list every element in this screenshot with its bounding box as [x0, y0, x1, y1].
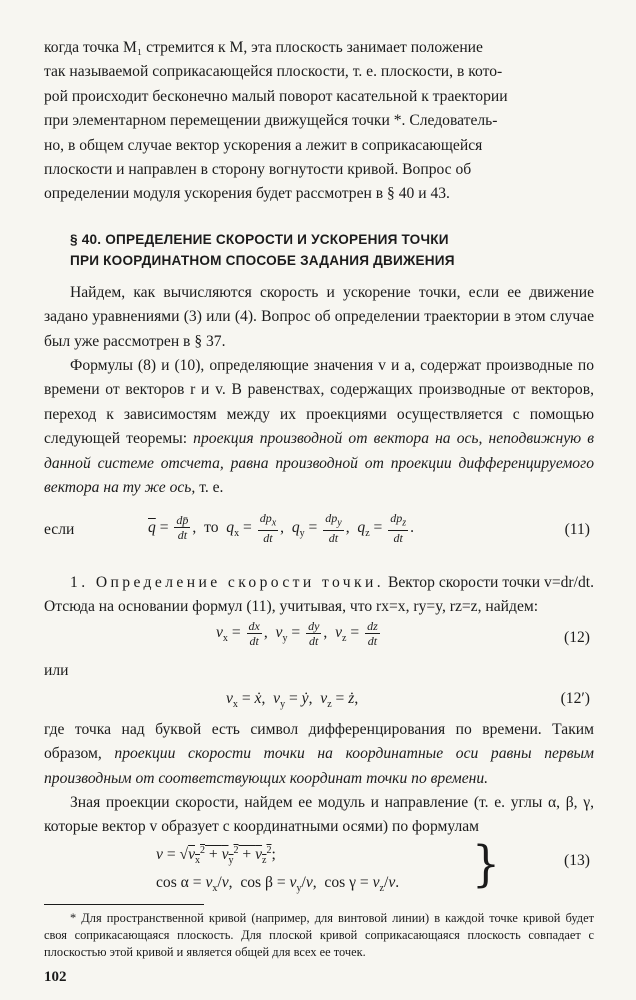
- footnote-rule: [44, 904, 204, 905]
- intro-line-3: рой происходит бесконечно малый поворот касательной к траектории: [44, 87, 508, 105]
- subsection-1-text-1: Вектор скорости точки v=dr/dt. Отсюда на основании формул (11), учитывая, что r: [44, 573, 594, 615]
- theorem-text: проекция производной от вектора на ось, неподвижную в данной системе отсчета, равна производной от проекции дифференцируемого вектора на ту же ось,: [44, 430, 594, 497]
- page-number: 102: [44, 969, 67, 986]
- paragraph-4: Зная проекции скорости, найдем ее модуль и направление (т. е. углы α, β, γ, которые вектор v образует с координатными осями) по формулам: [44, 793, 594, 836]
- equation-12-body: $v_x$ = $\frac{dx}{dt}$ , $v_y$ = $\frac{dy}{dt}$ , $v_z$ = $\frac{dz}{dt}$: [216, 619, 378, 649]
- ili-word: или: [44, 662, 69, 680]
- equation-12-prime-body: $v_x$ = ẋ, $v_y$ = ẏ, $v_z$ = ż,: [226, 689, 359, 710]
- intro-line-5: но, в общем случае вектор ускорения a лежит в соприкасающейся: [44, 136, 483, 154]
- subsection-1-text-2: x=x, ry=y, rz=z, найдем:: [381, 597, 539, 615]
- paragraph-1: Найдем, как вычисляются скорость и ускорение точки, если ее движение задано уравнениями (3) или (4). Вопрос об определении траектории в этом случае был уже рассмотрен в § 37.: [44, 283, 594, 350]
- section-heading-line-2: ПРИ КООРДИНАТНОМ СПОСОБЕ ЗАДАНИЯ ДВИЖЕНИЯ: [70, 252, 455, 268]
- paragraph-2-lead: Формулы (8) и (10), определяющие значения v и a, содержат производные по времени от векторов r и v. В равенствах, содержащих производные от векторов, переход к зависимостям между их проекциями осуществляется с помощью следующей теоремы:: [44, 357, 594, 448]
- paragraph-2-tail: т. е.: [195, 479, 224, 497]
- paragraph-2: [44, 354, 594, 500]
- equation-12: [44, 619, 594, 659]
- intro-line-1: когда точка M₁ стремится к M, эта плоскость занимает положение: [44, 39, 483, 56]
- intro-line-2: так называемой соприкасающейся плоскости, т. е. плоскости, в кото-: [44, 63, 503, 81]
- equation-13-brace: }: [472, 836, 500, 893]
- equation-13-body: $v = √v_x^2 + v_y^2 + v_z^2$; $\cos \alpha = v_x/v$, $\cos \beta = v_y/v$, $\cos \gamma = v_z/v$.: [156, 844, 400, 895]
- equation-12-prime: [44, 684, 594, 718]
- section-heading-line-1: § 40. ОПРЕДЕЛЕНИЕ СКОРОСТИ И УСКОРЕНИЯ ТОЧКИ: [70, 231, 449, 247]
- footnote: * Для пространственной кривой (например, для винтовой линии) в каждой точке кривой будет своя соприкасающаяся плоскость. Для плоской кривой соприкасающаяся плоскость совпадает с плоскостью этой кривой и является общей для всех ее точек.: [44, 910, 594, 960]
- intro-line-4: при элементарном перемещении движущейся точки *. Следователь-: [44, 112, 498, 130]
- paragraph-3-lead: где точка над буквой есть символ дифференцирования по времени. Таким образом,: [44, 720, 594, 763]
- subsection-1-title: 1. Определение скорости точки.: [70, 573, 385, 591]
- equation-13-number: (13): [564, 851, 590, 869]
- equation-11-number: (11): [564, 520, 590, 538]
- subsection-1: [44, 571, 594, 620]
- equation-12-prime-number: (12′): [560, 689, 590, 707]
- equation-11-to: то: [204, 518, 219, 536]
- paragraph-3: [44, 718, 594, 791]
- equation-11-label: если: [44, 520, 75, 538]
- intro-line-6: плоскости и направлен в сторону вогнутости кривой. Вопрос об: [44, 161, 472, 179]
- intro-line-7: определении модуля ускорения будет рассмотрен в § 40 и 43.: [44, 185, 450, 203]
- intro-paragraph: [44, 36, 594, 207]
- equation-13: [44, 836, 594, 895]
- paragraph-3-emph: проекции скорости точки на координатные оси равны первым производным от соответствующих координат точки по времени.: [44, 745, 594, 787]
- equation-11-body: $\overline{q}$ = $\frac{dp̄}{dt}$ , то $q_x$ = $\frac{dp_x}{dt}$ , $q_y$ = $\frac{dp_y}{dt}$ , $q_z$ = $\frac{dp_z}{dt}$ .: [148, 510, 415, 545]
- equation-11: [44, 511, 594, 551]
- page-body: [44, 36, 594, 991]
- equation-12-number: (12): [564, 629, 590, 647]
